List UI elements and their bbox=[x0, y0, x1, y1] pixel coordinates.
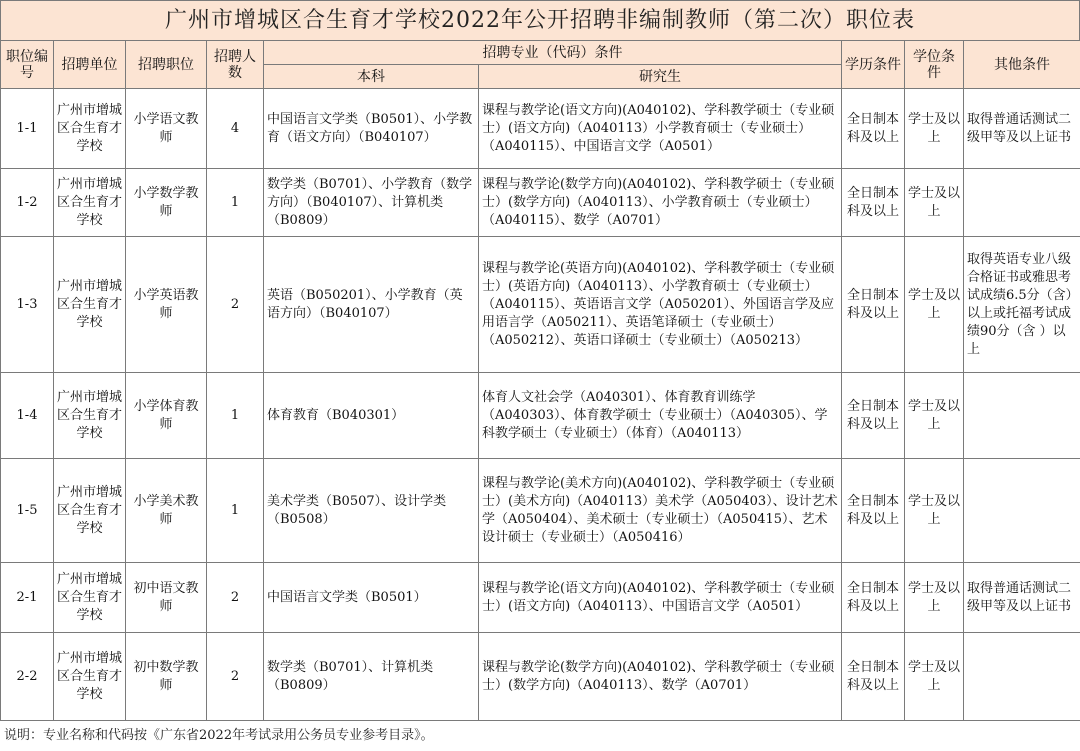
row-count: 4 bbox=[207, 89, 264, 169]
row-other: 取得普通话测试二级甲等及以上证书 bbox=[964, 89, 1080, 169]
row-unit: 广州市增城区合生育才学校 bbox=[54, 373, 126, 459]
row-code: 2-2 bbox=[1, 633, 54, 721]
row-grad: 课程与教学论(数学方向)(A040102)、学科教学硕士（专业硕士）(数学方向)（A040113）、小学教育硕士（专业硕士）（A040115）、数学（A0701） bbox=[479, 169, 842, 237]
row-position: 小学数学教师 bbox=[126, 169, 207, 237]
table-row bbox=[1, 373, 1080, 459]
row-undergrad: 数学类（B0701）、小学教育（数学方向）（B040107）、计算机类（B0809） bbox=[264, 169, 479, 237]
header-degree: 学位条件 bbox=[905, 41, 964, 89]
row-undergrad: 中国语言文学类（B0501） bbox=[264, 563, 479, 633]
row-other bbox=[964, 373, 1080, 459]
row-code: 1-4 bbox=[1, 373, 54, 459]
header-undergrad: 本科 bbox=[264, 65, 479, 89]
row-undergrad: 中国语言文学类（B0501）、小学教育（语文方向）（B040107） bbox=[264, 89, 479, 169]
row-position: 小学语文教师 bbox=[126, 89, 207, 169]
row-position: 初中数学教师 bbox=[126, 633, 207, 721]
row-undergrad: 英语（B050201）、小学教育（英语方向）（B040107） bbox=[264, 237, 479, 373]
row-education: 全日制本科及以上 bbox=[842, 237, 905, 373]
row-other: 取得英语专业八级合格证书或雅思考试成绩6.5分（含）以上或托福考试成绩90分（含 ）以上 bbox=[964, 237, 1080, 373]
row-undergrad: 体育教育（B040301） bbox=[264, 373, 479, 459]
positions-table bbox=[0, 40, 1080, 721]
row-unit: 广州市增城区合生育才学校 bbox=[54, 89, 126, 169]
row-other bbox=[964, 633, 1080, 721]
row-unit: 广州市增城区合生育才学校 bbox=[54, 563, 126, 633]
row-other bbox=[964, 169, 1080, 237]
row-education: 全日制本科及以上 bbox=[842, 633, 905, 721]
row-other: 取得普通话测试二级甲等及以上证书 bbox=[964, 563, 1080, 633]
row-code: 2-1 bbox=[1, 563, 54, 633]
row-count: 1 bbox=[207, 459, 264, 563]
row-education: 全日制本科及以上 bbox=[842, 89, 905, 169]
header-major: 招聘专业（代码）条件 bbox=[264, 41, 842, 65]
row-count: 2 bbox=[207, 563, 264, 633]
row-grad: 体育人文社会学（A040301）、体育教育训练学（A040303）、体育教学硕士（专业硕士）（A040305）、学科教学硕士（专业硕士）（体育）（A040113） bbox=[479, 373, 842, 459]
row-grad: 课程与教学论(语文方向)(A040102)、学科教学硕士（专业硕士）(语文方向)（A040113）小学教育硕士（专业硕士）（A040115）、中国语言文学（A0501） bbox=[479, 89, 842, 169]
row-count: 1 bbox=[207, 373, 264, 459]
row-other bbox=[964, 459, 1080, 563]
row-degree: 学士及以上 bbox=[905, 89, 964, 169]
row-degree: 学士及以上 bbox=[905, 563, 964, 633]
header-count: 招聘人数 bbox=[207, 41, 264, 89]
row-education: 全日制本科及以上 bbox=[842, 169, 905, 237]
row-count: 1 bbox=[207, 169, 264, 237]
row-grad: 课程与教学论(英语方向)(A040102)、学科教学硕士（专业硕士）(英语方向)（A040113）、小学教育硕士（专业硕士）（A040115）、英语语言文学（A050201）、外国语言学及应用语言学（A050211）、英语笔译硕士（专业硕士）（A050212）、英语口译硕士（专业硕士）（A050213） bbox=[479, 237, 842, 373]
row-count: 2 bbox=[207, 633, 264, 721]
header-education: 学历条件 bbox=[842, 41, 905, 89]
header-grad: 研究生 bbox=[479, 65, 842, 89]
row-degree: 学士及以上 bbox=[905, 237, 964, 373]
header-unit: 招聘单位 bbox=[54, 41, 126, 89]
table-row bbox=[1, 563, 1080, 633]
row-count: 2 bbox=[207, 237, 264, 373]
row-unit: 广州市增城区合生育才学校 bbox=[54, 169, 126, 237]
header-other: 其他条件 bbox=[964, 41, 1080, 89]
row-education: 全日制本科及以上 bbox=[842, 373, 905, 459]
row-unit: 广州市增城区合生育才学校 bbox=[54, 459, 126, 563]
row-unit: 广州市增城区合生育才学校 bbox=[54, 633, 126, 721]
row-degree: 学士及以上 bbox=[905, 633, 964, 721]
row-grad: 课程与教学论(语文方向)(A040102)、学科教学硕士（专业硕士）(语文方向)（A040113）、中国语言文学（A0501） bbox=[479, 563, 842, 633]
table-row bbox=[1, 459, 1080, 563]
row-degree: 学士及以上 bbox=[905, 373, 964, 459]
page-title: 广州市增城区合生育才学校2022年公开招聘非编制教师（第二次）职位表 bbox=[0, 0, 1080, 40]
table-row bbox=[1, 633, 1080, 721]
header-position: 招聘职位 bbox=[126, 41, 207, 89]
row-education: 全日制本科及以上 bbox=[842, 459, 905, 563]
header-code: 职位编号 bbox=[1, 41, 54, 89]
row-position: 小学体育教师 bbox=[126, 373, 207, 459]
row-degree: 学士及以上 bbox=[905, 459, 964, 563]
row-position: 初中语文教师 bbox=[126, 563, 207, 633]
row-grad: 课程与教学论(美术方向)(A040102)、学科教学硕士（专业硕士）(美术方向)（A040113）美术学（A050403）、设计艺术学（A050404）、美术硕士（专业硕士）（A050415）、艺术设计硕士（专业硕士）（A050416） bbox=[479, 459, 842, 563]
row-code: 1-2 bbox=[1, 169, 54, 237]
row-undergrad: 数学类（B0701）、计算机类（B0809） bbox=[264, 633, 479, 721]
row-code: 1-1 bbox=[1, 89, 54, 169]
row-code: 1-3 bbox=[1, 237, 54, 373]
row-degree: 学士及以上 bbox=[905, 169, 964, 237]
row-grad: 课程与教学论(数学方向)(A040102)、学科教学硕士（专业硕士）(数学方向)（A040113）、数学（A0701） bbox=[479, 633, 842, 721]
row-position: 小学美术教师 bbox=[126, 459, 207, 563]
footnote: 说明：专业名称和代码按《广东省2022年考试录用公务员专业参考目录》。 bbox=[4, 728, 434, 743]
row-code: 1-5 bbox=[1, 459, 54, 563]
row-education: 全日制本科及以上 bbox=[842, 563, 905, 633]
table-row bbox=[1, 89, 1080, 169]
table-row bbox=[1, 169, 1080, 237]
table-row bbox=[1, 237, 1080, 373]
row-unit: 广州市增城区合生育才学校 bbox=[54, 237, 126, 373]
row-position: 小学英语教师 bbox=[126, 237, 207, 373]
row-undergrad: 美术学类（B0507）、设计学类（B0508） bbox=[264, 459, 479, 563]
